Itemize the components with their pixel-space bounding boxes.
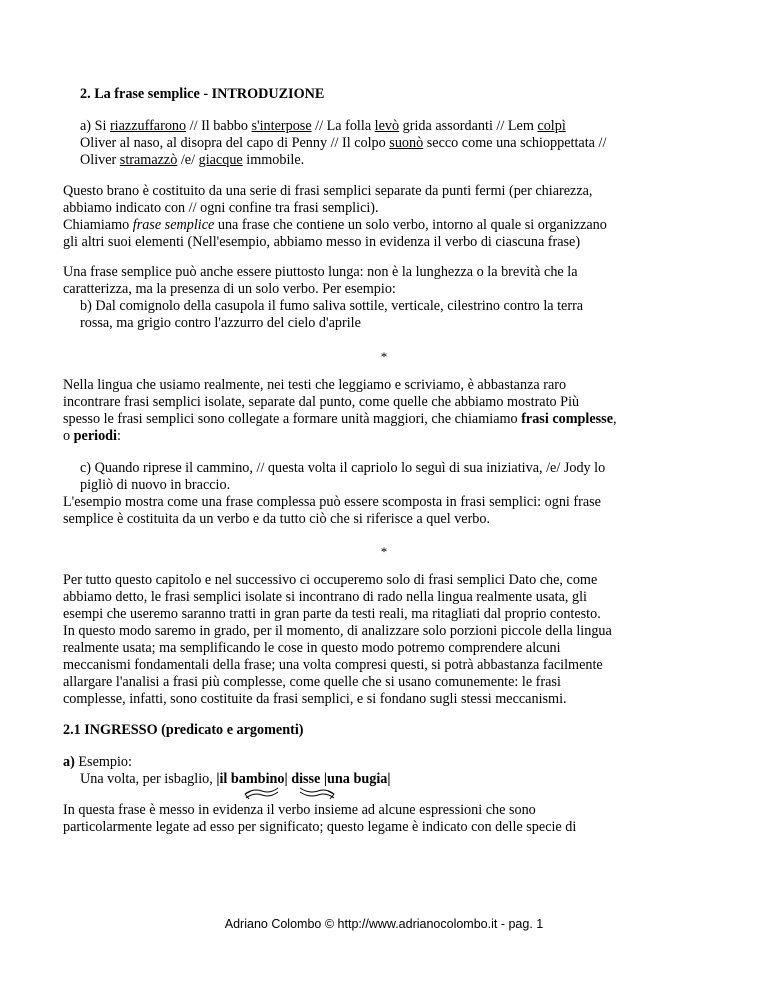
copyright-icon: © <box>324 917 335 931</box>
highlighted-verb: stramazzò <box>119 152 178 168</box>
paragraph-line: meccanismi fondamentali della frase; una volta compresi questi, si potrà abbastanza facilmente <box>63 657 603 673</box>
paragraph-line: abbiamo detto, le frasi semplici isolate si incontrano di rado nella lingua realmente usata, gli <box>63 589 587 605</box>
text-segment: secco come una schioppettata // <box>423 135 607 151</box>
text-segment: /e/ <box>177 152 199 168</box>
paragraph-line: gli altri suoi elementi (Nell'esempio, abbiamo messo in evidenza il verbo di ciascuna frase) <box>63 234 581 250</box>
footer-author: Adriano Colombo <box>224 917 322 931</box>
paragraph-line: In questa frase è messo in evidenza il verbo insieme ad alcune espressioni che sono <box>63 802 536 818</box>
footer-url: http://www.adrianocolombo.it <box>337 917 498 931</box>
text-segment: immobile. <box>242 152 305 168</box>
paragraph-line: caratterizza, ma la presenza di un solo verbo. Per esempio: <box>63 281 396 297</box>
argument-subject: il bambino <box>219 771 285 787</box>
text-segment: Oliver <box>80 152 120 168</box>
predicate-verb: disse <box>291 771 321 787</box>
text-segment: a) Si <box>80 118 110 134</box>
section-heading: 2.1 INGRESSO (predicato e argomenti) <box>63 722 304 738</box>
paragraph-line: Questo brano è costituito da una serie di frasi semplici separate da punti fermi (per chiarezza, <box>63 183 593 199</box>
right-link-arrow <box>300 788 334 799</box>
paragraph-line: Chiamiamo frase semplice una frase che contiene un solo verbo, intorno al quale si organizzano <box>63 217 607 233</box>
term-frasi-complesse: frasi complesse <box>521 411 613 427</box>
paragraph-line: abbiamo indicato con // ogni confine tra frasi semplici). <box>63 200 379 216</box>
paragraph-line: complesse, infatti, sono costituite da frasi semplici, e si fondano sugli stessi meccanismi. <box>63 691 567 707</box>
term-frase-semplice: frase semplice <box>132 217 215 233</box>
paragraph-line: incontrare frasi semplici isolate, separate dal punto, come quelle che abbiamo mostrato Più <box>63 394 580 410</box>
paragraph-line: realmente usata; ma semplificando le cose in questo modo potremo comprendere alcuni <box>63 640 561 656</box>
highlighted-verb: riazzuffarono <box>109 118 187 134</box>
paragraph-line: Nella lingua che usiamo realmente, nei testi che leggiamo e scriviamo, è abbastanza raro <box>63 377 567 393</box>
example-b-line-2: rossa, ma grigio contro l'azzurro del cielo d'aprile <box>80 315 361 331</box>
example-b-line-1: b) Dal comignolo della casupola il fumo saliva sottile, verticale, cilestrino contro la terra <box>80 298 584 314</box>
paragraph-line: allargare l'analisi a frasi più complesse, come quelle che si usano comunemente: le frasi <box>63 674 561 690</box>
paragraph-line: Per tutto questo capitolo e nel successivo ci occuperemo solo di frasi semplici Dato che, come <box>63 572 598 588</box>
separator-asterisk: * <box>380 349 388 364</box>
page-footer <box>0 916 768 932</box>
highlighted-verb: levò <box>374 118 400 134</box>
example-c-line-2: pigliò di nuovo in braccio. <box>80 477 231 493</box>
paragraph-line: Una frase semplice può anche essere piuttosto lunga: non è la lunghezza o la brevità che la <box>63 264 578 280</box>
text-segment: Oliver al naso, al disopra del capo di Penny // Il colpo <box>80 135 390 151</box>
left-link-arrow <box>245 788 278 799</box>
footer-page-number: - pag. 1 <box>500 917 544 931</box>
text-segment: // Il babbo <box>186 118 252 134</box>
paragraph-line: spesso le frasi semplici sono collegate a formare unità maggiori, che chiamiamo frasi complesse, <box>63 411 617 427</box>
chapter-heading: 2. La frase semplice - INTRODUZIONE <box>80 86 325 102</box>
paragraph-line: esempi che useremo saranno tratti in gran parte da testi reali, ma ritagliati dal proprio contesto. <box>63 606 601 622</box>
term-periodi: periodi <box>73 428 117 444</box>
separator-asterisk: * <box>380 544 388 559</box>
highlighted-verb: giacque <box>198 152 243 168</box>
argument-object: una bugia <box>327 771 388 787</box>
example-intro: a) Esempio: <box>63 754 132 770</box>
paragraph-line: particolarmente legate ad esso per significato; questo legame è indicato con delle specie di <box>63 819 577 835</box>
highlighted-verb: colpì <box>537 118 566 134</box>
paragraph-line: L'esempio mostra come una frase complessa può essere scomposta in frasi semplici: ogni frase <box>63 494 601 510</box>
text-segment: // La folla <box>311 118 375 134</box>
text-segment: grida assordanti // Lem <box>399 118 538 134</box>
highlighted-verb: s'interpose <box>251 118 312 134</box>
example-c-line-1: c) Quando riprese il cammino, // questa volta il capriolo lo seguì di sua iniziativa, /e/ Jody lo <box>80 460 606 476</box>
example-sentence: Una volta, per isbaglio, |il bambino| disse |una bugia| <box>80 771 391 787</box>
highlighted-verb: suonò <box>389 135 424 151</box>
paragraph-line: o periodi: <box>63 428 121 444</box>
paragraph-line: In questo modo saremo in grado, per il momento, di analizzare solo porzioni piccole della lingua <box>63 623 612 639</box>
paragraph-line: semplice è costituita da un verbo e da tutto ciò che si riferisce a quel verbo. <box>63 511 491 527</box>
